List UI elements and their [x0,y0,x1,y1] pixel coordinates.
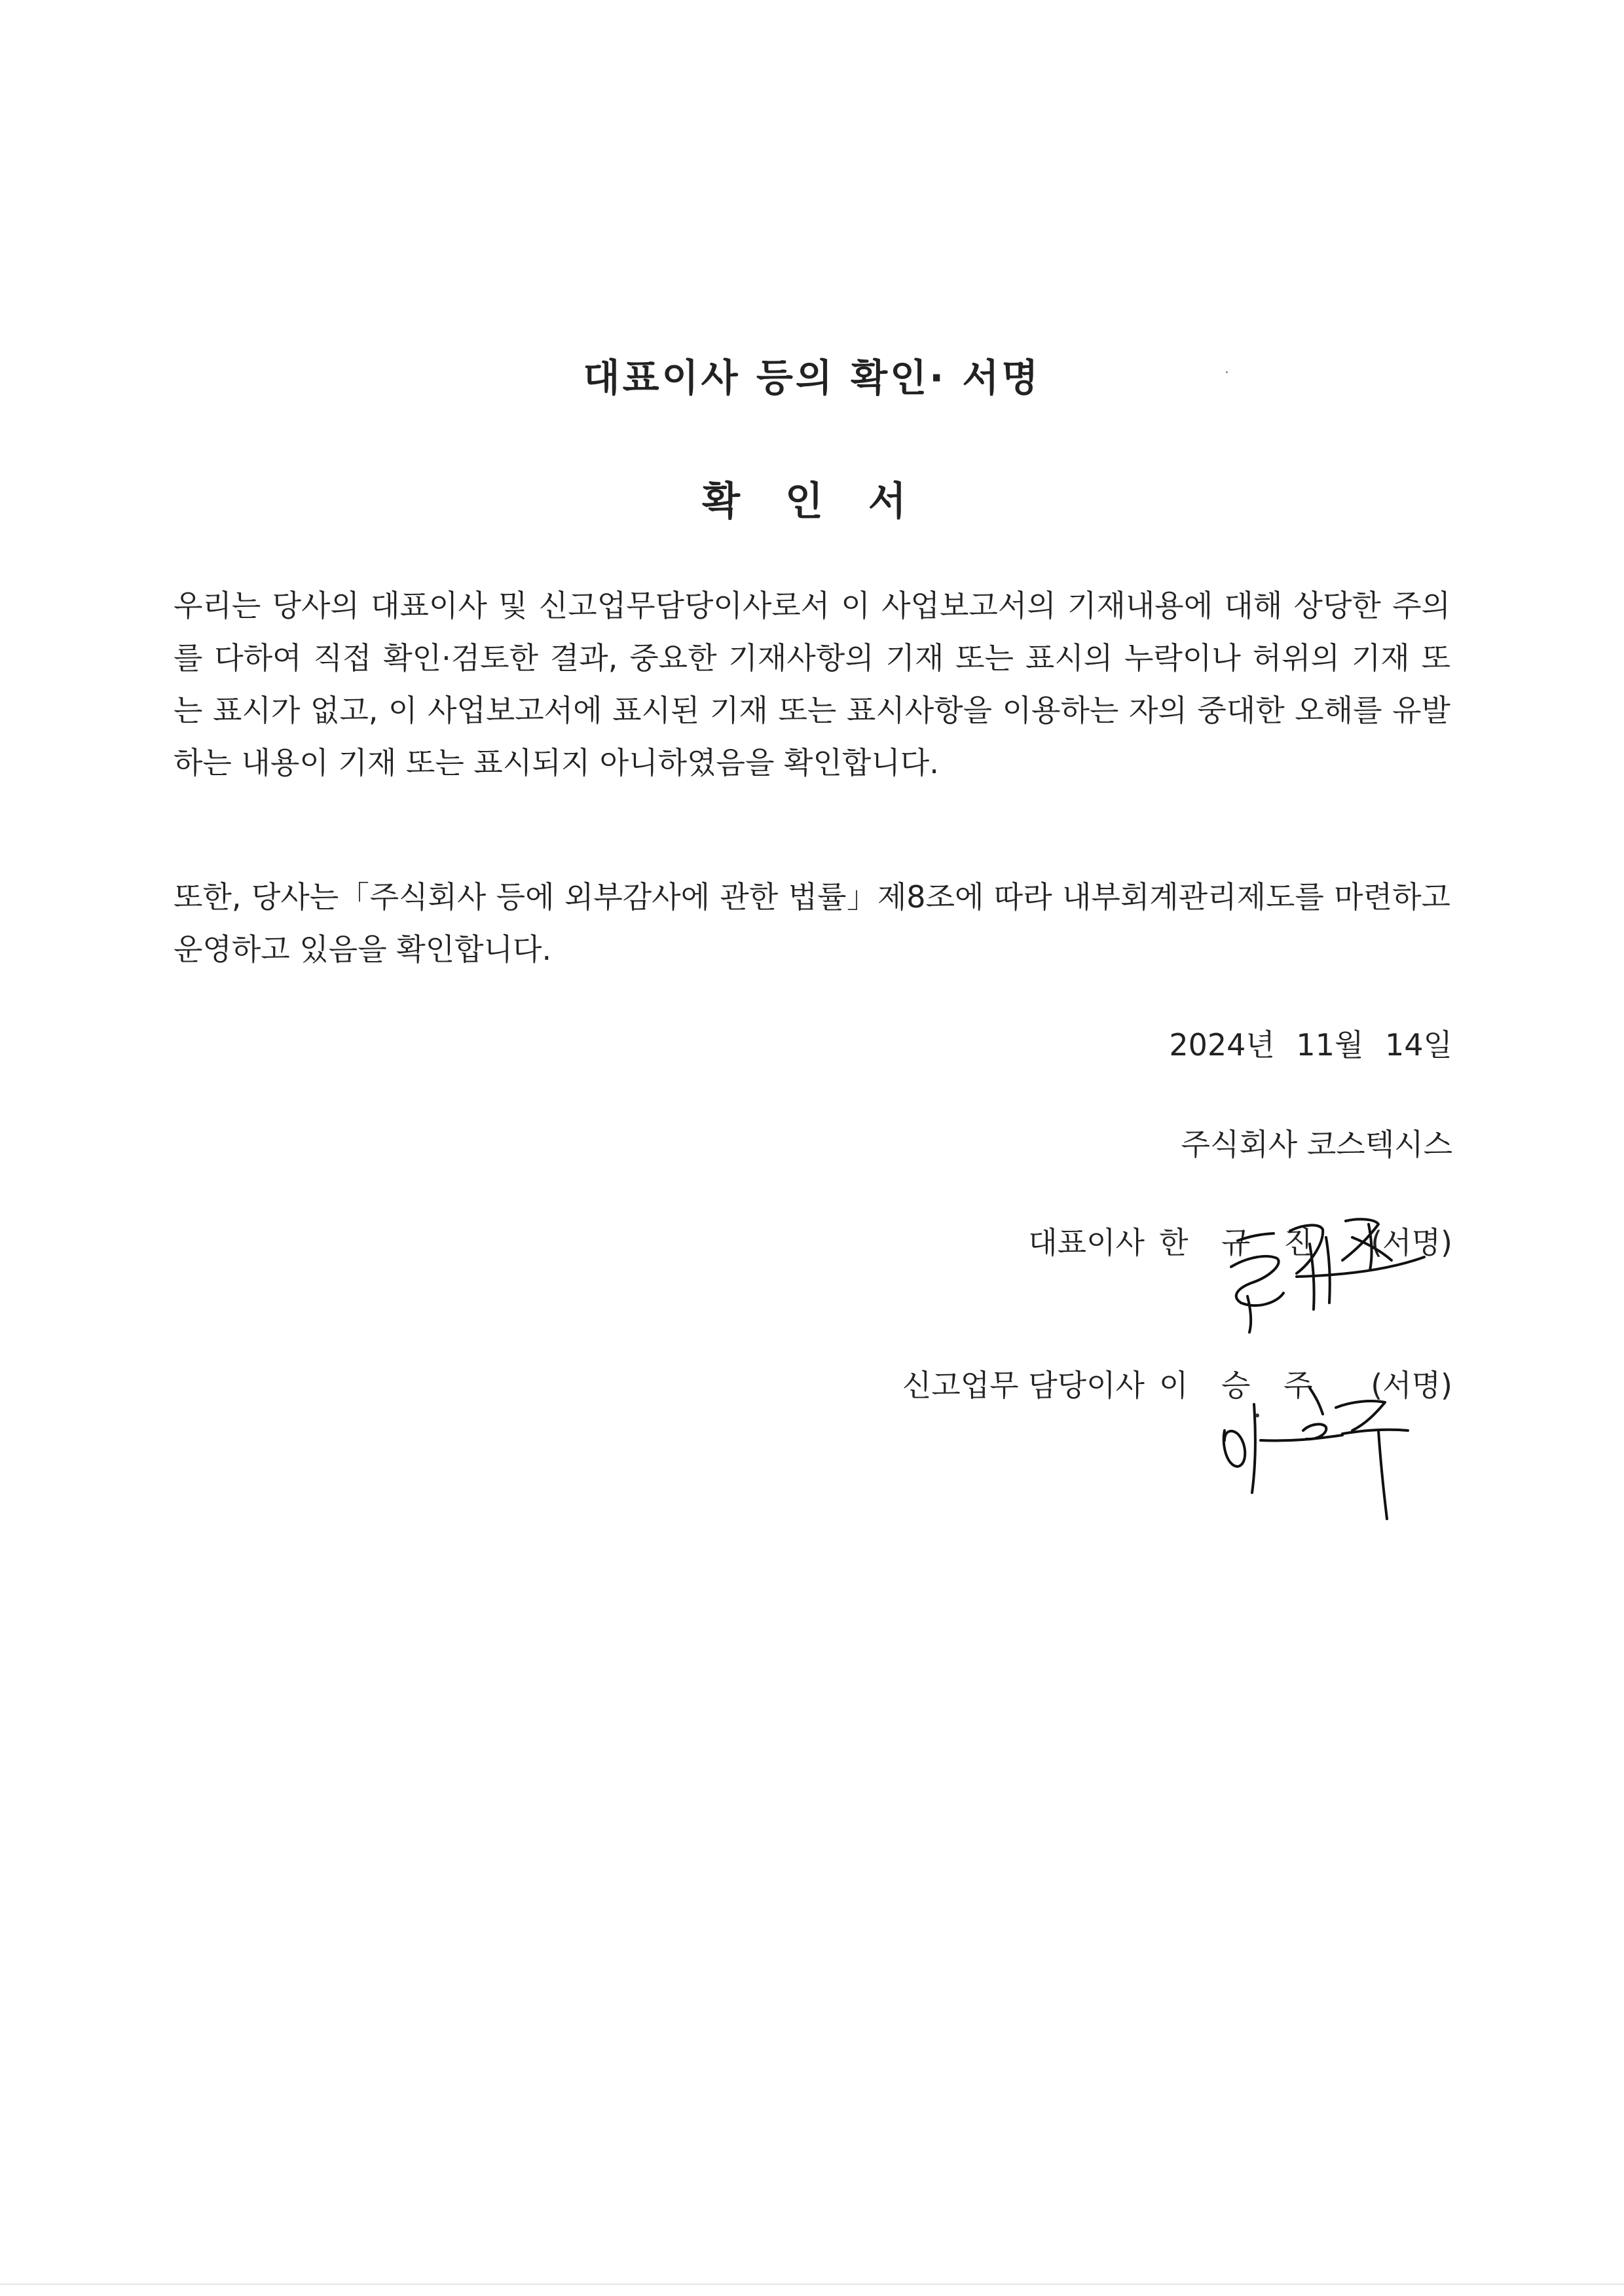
scan-edge-line [0,2284,1624,2285]
ceo-role: 대표이사 [1028,1225,1145,1260]
confirmation-paragraph: 우리는 당사의 대표이사 및 신고업무담당이사로서 이 사업보고서의 기재내용에 대해 상당한 주의를 다하여 직접 확인·검토한 결과, 중요한 기재사항의 기재 또는 표시의 누락이나 허위의 기재 또는 표시가 없고, 이 사업보고서에 표시된 기재 또는 표시사항을 이용하는 자의 중대한 오해를 유발하는 내용이 기재 또는 표시되지 아니하였음을 확인합니다. [174,588,1450,780]
document-date: 2024년 11월 14일 [1169,1027,1452,1063]
document-subtitle: 확 인 서 [702,479,922,524]
ceo-name: 한 규 진 [1159,1225,1325,1260]
internal-control-paragraph: 또한, 당사는「주식회사 등에 외부감사에 관한 법률」제8조에 따라 내부회계관리제도를 마련하고 운영하고 있음을 확인합니다. [174,879,1450,967]
document-title: 대표이사 등의 확인· 서명 [583,355,1041,400]
filing-director-role: 신고업무 담당이사 [902,1368,1145,1403]
filing-director-seal-label: (서명) [1371,1368,1452,1403]
ceo-seal-label: (서명) [1371,1225,1452,1260]
filing-director-name: 이 승 주 [1159,1368,1325,1403]
company-name: 주식회사 코스텍시스 [1181,1127,1452,1162]
